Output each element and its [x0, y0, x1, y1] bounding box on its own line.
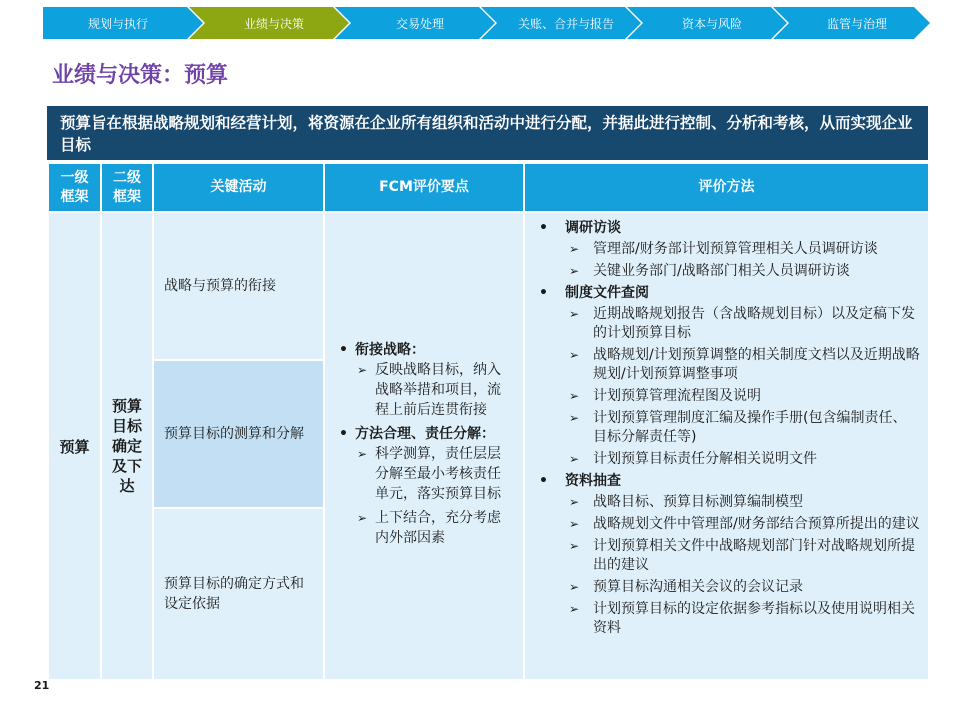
eval-method-item: ➢ 计划预算目标责任分解相关说明文件 — [535, 450, 920, 469]
eval-method-item: ➢ 近期战略规划报告（含战略规划目标）以及定稿下发的计划预算目标 — [535, 305, 920, 343]
fcm-point-heading: • 方法合理、责任分解： — [335, 424, 513, 444]
eval-method-item: ➢ 计划预算相关文件中战略规划部门针对战略规划所提出的建议 — [535, 537, 920, 575]
header-level2: 二级框架 — [101, 163, 153, 212]
eval-method-item: ➢ 计划预算管理流程图及说明 — [535, 387, 920, 406]
fcm-points-cell — [324, 212, 524, 680]
eval-method-item: ➢ 计划预算目标的设定依据参考指标以及使用说明相关资料 — [535, 600, 920, 638]
header-eval-method: 评价方法 — [524, 163, 929, 212]
evaluation-table — [47, 162, 930, 681]
level2-cell: 预算目标确定及下达 — [101, 212, 153, 680]
header-key-activities: 关键活动 — [153, 163, 324, 212]
activity-cell: 战略与预算的衔接 — [153, 212, 324, 360]
fcm-point-item: ➢ 上下结合，充分考虑内外部因素 — [335, 508, 513, 548]
header-fcm-points: FCM评价要点 — [324, 163, 524, 212]
eval-method-item: ➢ 管理部/财务部计划预算管理相关人员调研访谈 — [535, 240, 920, 259]
table-header-row — [48, 163, 929, 212]
fcm-point-item: ➢ 反映战略目标，纳入战略举措和项目，流程上前后连贯衔接 — [335, 360, 513, 420]
nav-step-performance[interactable]: 业绩与决策 — [243, 16, 304, 31]
eval-method-item: ➢ 预算目标沟通相关会议的会议记录 — [535, 578, 920, 597]
eval-method-item: ➢ 战略目标、预算目标测算编制模型 — [535, 493, 920, 512]
process-nav-bar — [43, 7, 930, 39]
fcm-points-list — [335, 340, 513, 548]
eval-method-item: ➢ 关键业务部门/战略部门相关人员调研访谈 — [535, 262, 920, 281]
page-number: 21 — [34, 679, 50, 692]
nav-step-governance[interactable]: 监管与治理 — [826, 16, 887, 31]
eval-method-item: ➢ 战略规划文件中管理部/财务部结合预算所提出的建议 — [535, 515, 920, 534]
table-row — [48, 212, 929, 360]
eval-methods-list — [535, 219, 920, 638]
nav-step-closing[interactable]: 关账、合并与报告 — [517, 16, 614, 31]
nav-step-capital-risk[interactable]: 资本与风险 — [681, 16, 742, 31]
fcm-point-heading: • 衔接战略： — [335, 340, 513, 360]
eval-method-heading: • 资料抽查 — [535, 472, 920, 491]
eval-method-item: ➢ 计划预算管理制度汇编及操作手册(包含编制责任、目标分解责任等) — [535, 409, 920, 447]
eval-methods-cell — [524, 212, 929, 680]
eval-method-heading: • 制度文件查阅 — [535, 284, 920, 303]
nav-step-planning[interactable]: 规划与执行 — [87, 16, 148, 31]
level1-cell: 预算 — [48, 212, 101, 680]
activity-cell: 预算目标的确定方式和设定依据 — [153, 508, 324, 680]
eval-method-heading: • 调研访谈 — [535, 219, 920, 238]
fcm-point-item: ➢ 科学测算，责任层层分解至最小考核责任单元，落实预算目标 — [335, 444, 513, 504]
eval-method-item: ➢ 战略规划/计划预算调整的相关制度文档以及近期战略规划/计划预算调整事项 — [535, 346, 920, 384]
summary-banner: 预算旨在根据战略规划和经营计划，将资源在企业所有组织和活动中进行分配，并据此进行控制、分析和考核，从而实现企业目标 — [47, 106, 928, 160]
nav-step-transactions[interactable]: 交易处理 — [395, 16, 444, 31]
page-title: 业绩与决策：预算 — [52, 63, 229, 88]
header-level1: 一级框架 — [48, 163, 101, 212]
activity-cell: 预算目标的测算和分解 — [153, 360, 324, 508]
